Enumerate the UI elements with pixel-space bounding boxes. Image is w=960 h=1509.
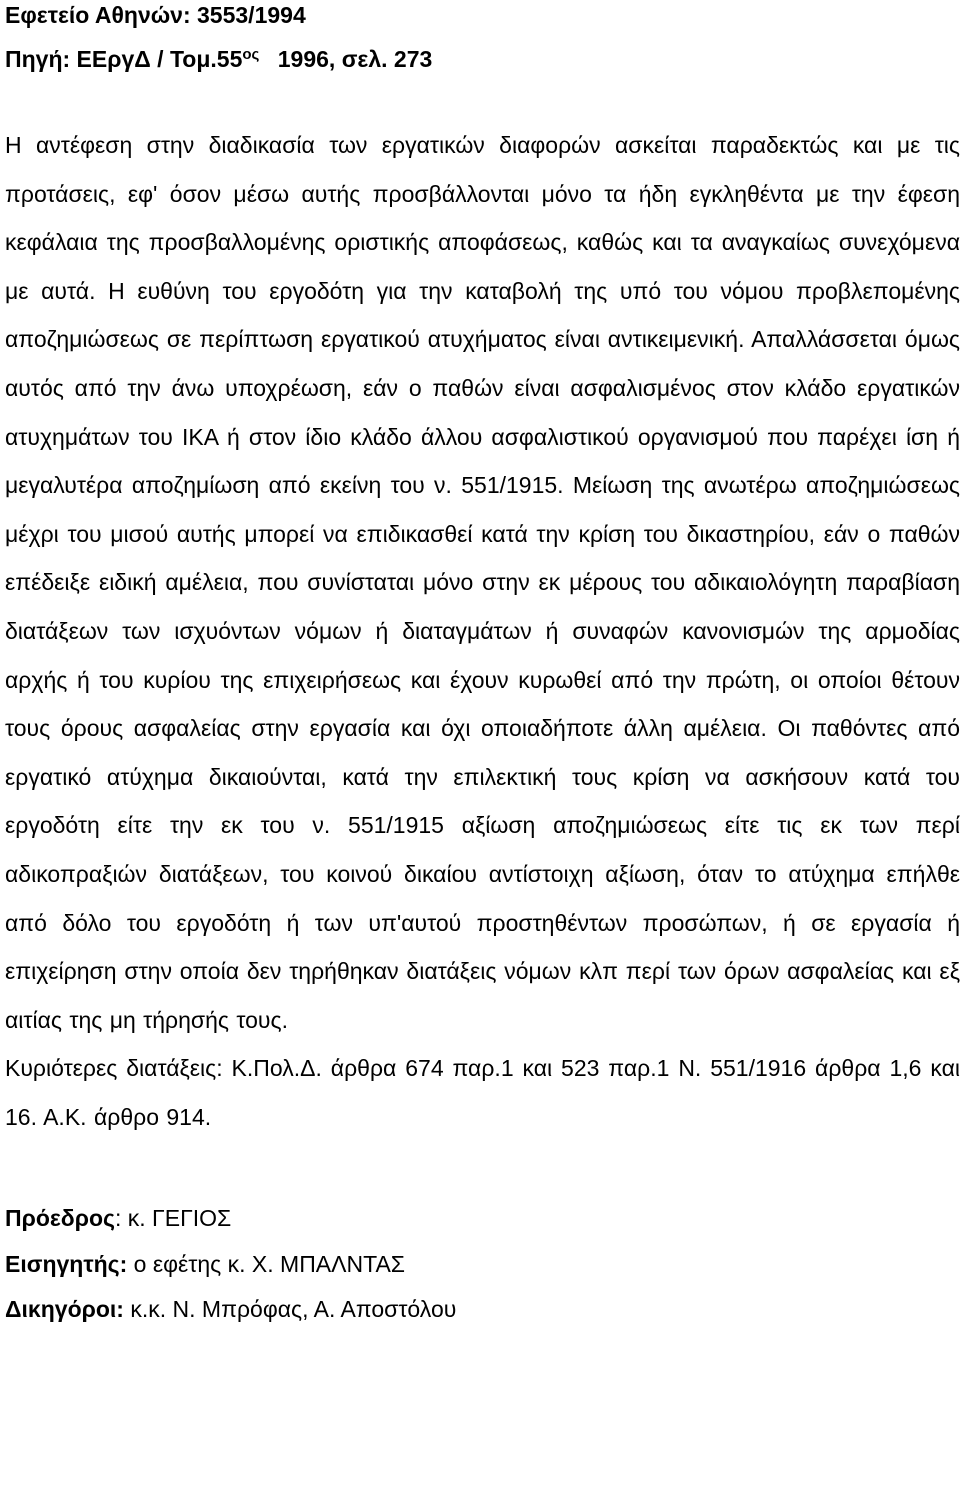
source-suffix: 1996, σελ. 273 — [277, 46, 433, 72]
lawyers-row — [5, 1287, 960, 1333]
president-row — [5, 1196, 960, 1242]
summary-paragraph: Η αντέφεση στην διαδικασία των εργατικών διαφορών ασκείται παραδεκτώς και με τις προτάσεις, εφ' όσον μέσω αυτής προσβάλλονται μόνο τα ήδη εγκληθέντα με την έφεση κεφάλαια της προσβαλλομένης οριστικής αποφάσεως, καθώς και τα αναγκαίως συνεχόμενα με αυτά. Η ευθύνη του εργοδότη για την καταβολή της υπό του νόμου προβλεπομένης αποζημιώσεως σε περίπτωση εργατικού ατυχήματος είναι αντικειμενική. Απαλλάσσεται όμως αυτός από την άνω υποχρέωση, εάν ο παθών είναι ασφαλισμένος στον κλάδο εργατικών ατυχημάτων του ΙΚΑ ή στον ίδιο κλάδο άλλου ασφαλιστικού οργανισμού που παρέχει ίση ή μεγαλυτέρα αποζημίωση από εκείνη του ν. 551/1915. Μείωση της ανωτέρω αποζημιώσεως μέχρι του μισού αυτής μπορεί να επιδικασθεί κατά την κρίση του δικαστηρίου, εάν ο παθών επέδειξε ειδική αμέλεια, που συνίσταται μόνο στην εκ μέρους του αδικαιολόγητη παραβίαση διατάξεων των ισχυόντων νόμων ή διαταγμάτων ή συναφών κανονισμών της αρμοδίας αρχής ή του κυρίου της επιχειρήσεως και έχουν κυρωθεί από την πρώτη, οι οποίοι θέτουν τους όρους ασφαλείας στην εργασία και όχι οποιαδήποτε άλλη αμέλεια. Οι παθόντες από εργατικό ατύχημα δικαιούνται, κατά την επιλεκτική τους κρίση να ασκήσουν κατά του εργοδότη είτε την εκ του ν. 551/1915 αξίωση αποζημιώσεως είτε τις εκ των περί αδικοπραξιών διατάξεων, του κοινού δικαίου αντίστοιχη αξίωση, όταν το ατύχημα επήλθε από δόλο του εργοδότη ή των υπ'αυτού προστηθέντων προσώπων, ή σε εργασία ή επιχείρηση στην οποία δεν τηρήθηκαν διατάξεις νόμων κλπ περί των όρων ασφαλείας και εξ αιτίας της μη τήρησής τους. — [5, 132, 960, 1033]
lawyers-value: κ.κ. Ν. Μπρόφας, Α. Αποστόλου — [123, 1296, 457, 1323]
rapporteur-row — [5, 1242, 960, 1288]
rapporteur-value: ο εφέτης κ. Χ. ΜΠΑΛΝΤΑΣ — [127, 1250, 406, 1277]
source-prefix: Πηγή: ΕΕργΔ / Τομ.55 — [5, 46, 243, 72]
court-decision-text: Εφετείο Αθηνών: 3553/1994 — [5, 2, 306, 28]
key-provisions: Κυριότερες διατάξεις: Κ.Πολ.Δ. άρθρα 674 παρ.1 και 523 παρ.1 Ν. 551/1916 άρθρα 1,6 και 16. Α.Κ. άρθρο 914. — [5, 1055, 960, 1131]
president-value: : κ. ΓΕΓΙΟΣ — [115, 1205, 232, 1232]
rapporteur-label: Εισηγητής: — [5, 1250, 128, 1277]
president-label: Πρόεδρος — [5, 1205, 115, 1232]
source-ordinal: ος — [242, 46, 260, 63]
summary-body — [5, 121, 960, 1142]
lawyers-label: Δικηγόροι: — [5, 1296, 124, 1323]
court-composition — [5, 1196, 960, 1333]
document-page — [5, 0, 960, 1333]
source-citation — [5, 44, 960, 74]
court-decision-heading — [5, 0, 960, 30]
